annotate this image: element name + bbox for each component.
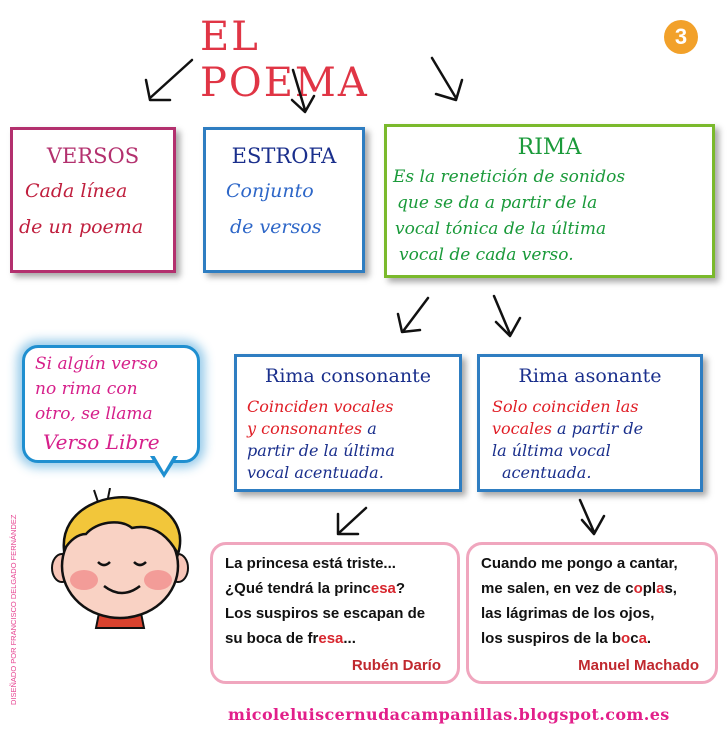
poem1-line-2-post: ? <box>395 580 406 597</box>
consonante-line-1: Coinciden vocales <box>247 397 394 416</box>
speech-bubble <box>22 345 200 463</box>
poem1-line-4-post: ... <box>343 630 356 647</box>
poem-card-dario <box>210 542 460 684</box>
credit-text: DISEÑADO POR FRANCISCO DELGADO FERNÁNDEZ <box>9 514 18 705</box>
bubble-line-2: no rima con <box>35 379 138 399</box>
poem1-line-1: La princesa está triste... <box>225 555 396 572</box>
poem2-line-2-rhyme: o <box>633 580 643 597</box>
poem2-line-2-mid: pl <box>642 580 657 597</box>
poem2-author: Manuel Machado <box>578 657 699 674</box>
asonante-line-1: Solo coinciden las <box>492 397 639 416</box>
versos-line-2: de un poema <box>19 216 144 238</box>
arrow-to-asonante <box>494 296 520 336</box>
poem2-line-4-rhyme2: a <box>638 630 647 647</box>
poem1-line-4 <box>225 630 356 647</box>
rima-box <box>384 124 715 278</box>
poem1-line-2-pre: ¿Qué tendrá la princ <box>225 580 371 597</box>
asonante-line-4: acentuada. <box>502 463 592 482</box>
rima-line-1: Es la renetición de sonidos <box>393 167 626 187</box>
poem1-author: Rubén Darío <box>351 657 441 674</box>
estrofa-line-2: de versos <box>230 216 322 238</box>
poem2-line-2 <box>481 580 677 597</box>
asonante-line-2-rest: a partir de <box>551 419 644 438</box>
poem1-line-2 <box>225 580 405 597</box>
asonante-box <box>477 354 703 492</box>
consonante-line-4: vocal acentuada. <box>247 463 384 482</box>
arrow-to-poem2 <box>580 500 604 534</box>
asonante-line-3: la última vocal <box>492 441 611 460</box>
arrow-to-versos <box>146 60 192 100</box>
rima-title: RIMA <box>517 135 582 160</box>
asonante-title: Rima asonante <box>518 365 662 387</box>
poem2-line-3: las lágrimas de los ojos, <box>481 605 655 622</box>
consonante-line-3: partir de la última <box>247 441 395 460</box>
versos-line-1: Cada línea <box>25 180 128 202</box>
estrofa-title: ESTROFA <box>231 144 337 168</box>
rima-line-4: vocal de cada verso. <box>399 245 574 265</box>
consonante-line-2 <box>247 419 377 438</box>
arrow-to-poem1 <box>338 508 366 534</box>
consonante-line-2-red: y consonantes <box>247 419 363 438</box>
page-title: EL POEMA <box>200 14 369 106</box>
poem-card-machado <box>466 542 718 684</box>
estrofa-line-1: Conjunto <box>226 180 314 202</box>
poem2-line-1: Cuando me pongo a cantar, <box>481 555 678 572</box>
poem2-line-4-pre: los suspiros de la b <box>481 630 622 647</box>
poem2-line-2-rhyme2: a <box>656 580 665 597</box>
consonante-line-2-rest: a <box>362 419 377 438</box>
consonante-box <box>234 354 462 492</box>
poem2-line-4 <box>481 630 651 647</box>
arrow-to-estrofa <box>292 70 314 112</box>
poem2-line-4-mid: c <box>630 630 639 647</box>
consonante-title: Rima consonante <box>265 365 431 387</box>
versos-box <box>10 127 176 273</box>
poem1-line-2-rhyme: esa <box>370 580 396 597</box>
bubble-line-4: Verso Libre <box>43 430 160 454</box>
asonante-line-2-red: vocales <box>492 419 552 438</box>
bubble-line-1: Si algún verso <box>35 354 158 374</box>
poem2-line-2-pre: me salen, en vez de c <box>481 580 634 597</box>
credit-vertical <box>2 480 24 710</box>
boy-illustration <box>40 488 200 648</box>
estrofa-box <box>203 127 365 273</box>
poem1-line-4-rhyme: esa <box>318 630 344 647</box>
arrow-to-rima <box>432 58 462 100</box>
bubble-line-3: otro, se llama <box>35 404 153 424</box>
asonante-line-2 <box>492 419 643 438</box>
arrow-to-consonante <box>398 298 428 332</box>
poem1-line-3: Los suspiros se escapan de <box>225 605 426 622</box>
page-number-badge: 3 <box>664 20 698 54</box>
blog-url-link[interactable]: micoleluiscernudacampanillas.blogspot.com.es <box>228 705 670 724</box>
poem2-line-4-post: . <box>646 630 652 647</box>
poem2-line-2-post: s, <box>664 580 677 597</box>
rima-line-3: vocal tónica de la última <box>395 219 607 239</box>
versos-title: VERSOS <box>46 144 140 168</box>
rima-line-2: que se da a partir de la <box>397 193 598 213</box>
bubble-tail-inner <box>154 455 174 472</box>
poem2-line-4-rhyme: o <box>621 630 631 647</box>
poem1-line-4-pre: su boca de fr <box>225 630 319 647</box>
